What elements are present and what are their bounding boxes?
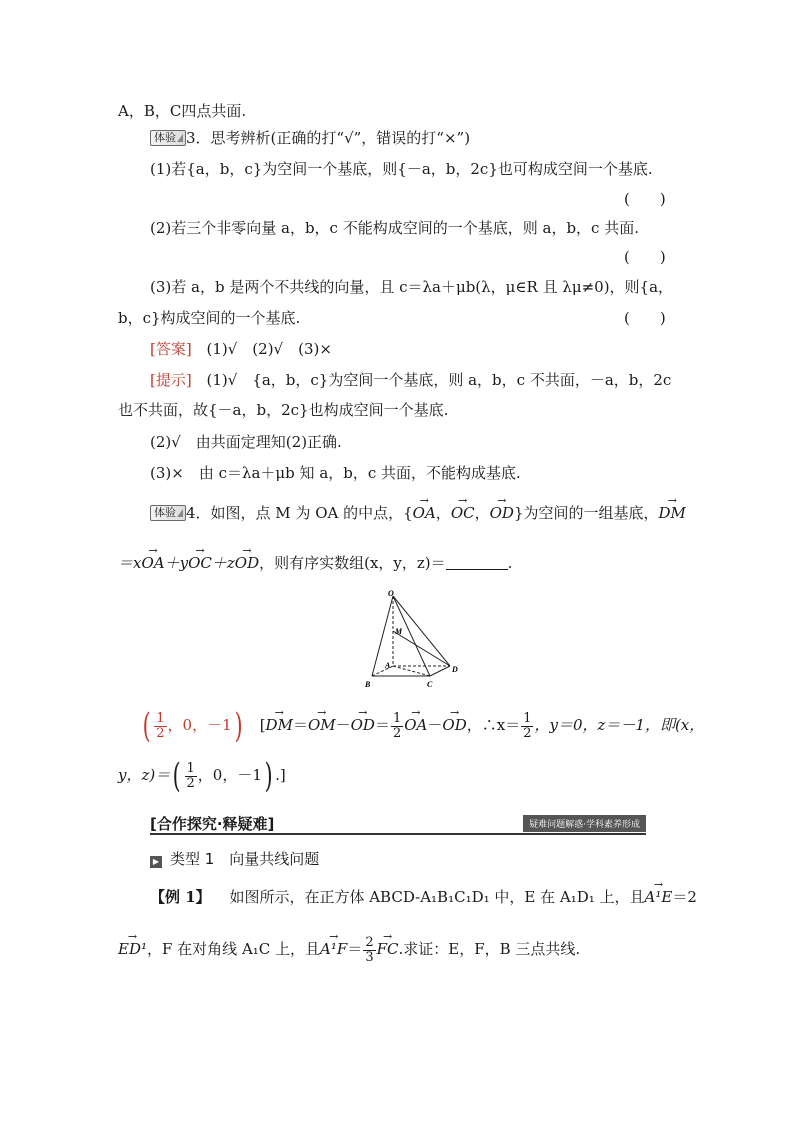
exercise-4-line1: 体验 4．如图，点 M 为 OA 的中点，{→ OA，→ OC，→ OD}为空间的一组基底，→ DM xyxy=(150,502,686,524)
example-label: 【例 1】 xyxy=(150,888,211,906)
answer-text: (1)√ (2)√ (3)× xyxy=(206,340,332,358)
exercise-tag: 体验 xyxy=(150,130,186,146)
vector: → OD xyxy=(235,552,259,574)
answer-paren: ( ) xyxy=(624,309,666,327)
exercise-3-q3-line1: (3)若 a，b 是两个不共线的向量，且 c＝λa＋μb(λ，μ∈R 且 λμ≠0)，则{a， xyxy=(150,278,674,296)
label-D: D xyxy=(452,665,458,674)
vector: → OC xyxy=(451,502,475,524)
vector: → OD xyxy=(490,502,514,524)
answer-blank xyxy=(446,555,508,570)
hint-line-2: 也不共面，故{－a，b，2c}也构成空间一个基底. xyxy=(118,401,449,419)
hint-line-3: (2)√ 由共面定理知(2)正确. xyxy=(150,433,342,451)
exercise-3-q3-line2: b，c}构成空间的一个基底. xyxy=(118,309,301,327)
section-subtitle: 疑难问题解惑·学科素养形成 xyxy=(523,815,646,832)
vector: → ED¹ xyxy=(118,934,147,964)
exercise-tag: 体验 xyxy=(150,505,186,521)
exercise-3-q1: (1)若{a，b，c}为空间一个基底，则{－a，b，2c}也可构成空间一个基底. xyxy=(150,160,653,178)
label-O: O xyxy=(388,589,394,598)
example-1-line1: 【例 1】 如图所示，在正方体 ABCD-A₁B₁C₁D₁ 中，E 在 A₁D₁ 上，且→ A¹E＝2 xyxy=(150,886,697,908)
answer-line xyxy=(150,338,332,360)
hint-line-4: (3)× 由 c＝λa＋μb 知 a，b，c 共面，不能构成基底. xyxy=(150,464,521,482)
hint-line-1: [提示] (1)√ {a，b，c}为空间一个基底，则 a，b，c 不共面，－a，b，2c xyxy=(150,371,672,389)
type-heading: ▶ 类型 1 向量共线问题 xyxy=(150,848,319,870)
tetrahedron-figure xyxy=(360,588,470,692)
edge-CD xyxy=(430,666,450,676)
vector: → OD xyxy=(442,710,466,740)
segment-MD xyxy=(393,631,450,666)
section-title: [合作探究·释疑难] xyxy=(150,815,275,833)
vector: → OA xyxy=(413,502,436,524)
solution-line-1: ( $\frac{1}{2}$ ，0，－1) [→ DM＝→ OM－→ OD＝ $\frac{1}{2}$ → OA－→ OD，∴x＝ $\frac{1}{2}$ ，y＝0，z＝－1，即(x， xyxy=(140,710,704,741)
vector: → OA xyxy=(404,710,427,740)
triangle-right-icon: ▶ xyxy=(150,856,162,868)
exercise-3-heading: 体验 3．思考辨析(正确的打“√”，错误的打“×”) xyxy=(150,127,470,149)
answer-label: [答案] xyxy=(150,340,192,358)
vector: → OM xyxy=(308,710,336,740)
label-C: C xyxy=(427,680,433,689)
exercise-3-q2: (2)若三个非零向量 a，b，c 不能构成空间的一个基底，则 a，b，c 共面. xyxy=(150,219,639,237)
section-header xyxy=(150,813,646,835)
vector: → DM xyxy=(658,502,685,524)
hint-label: [提示] xyxy=(150,371,192,389)
label-A: A xyxy=(385,661,391,670)
vector: → A¹F xyxy=(320,934,347,964)
answer-paren: ( ) xyxy=(624,190,666,208)
example-1-line2: → ED¹，F 在对角线 A₁C 上，且→ A¹F＝ $\frac{2}{3}$ → FC.求证：E，F，B 三点共线. xyxy=(118,934,580,965)
vector: → OA xyxy=(141,552,164,574)
edge-OC xyxy=(393,596,430,676)
vector: → FC xyxy=(377,934,399,964)
exercise-4-line2: ＝x→ OA＋y→ OC＋z→ OD，则有序实数组(x，y，z)＝ . xyxy=(118,552,512,574)
solution-line-2: y，z)＝( $\frac{1}{2}$ ，0，－1) .] xyxy=(118,756,286,796)
solution-answer: ( $\frac{1}{2}$ ，0，－1) xyxy=(142,706,243,746)
vector: → OD xyxy=(351,710,375,740)
label-M: M xyxy=(395,627,403,636)
edge-AC xyxy=(393,666,430,676)
answer-paren: ( ) xyxy=(624,248,666,266)
vector: → DM xyxy=(266,710,293,740)
text-line: A，B，C四点共面. xyxy=(118,102,247,120)
label-B: B xyxy=(365,680,371,689)
vector: → OC xyxy=(188,552,212,574)
vector: → A¹E xyxy=(645,886,673,908)
